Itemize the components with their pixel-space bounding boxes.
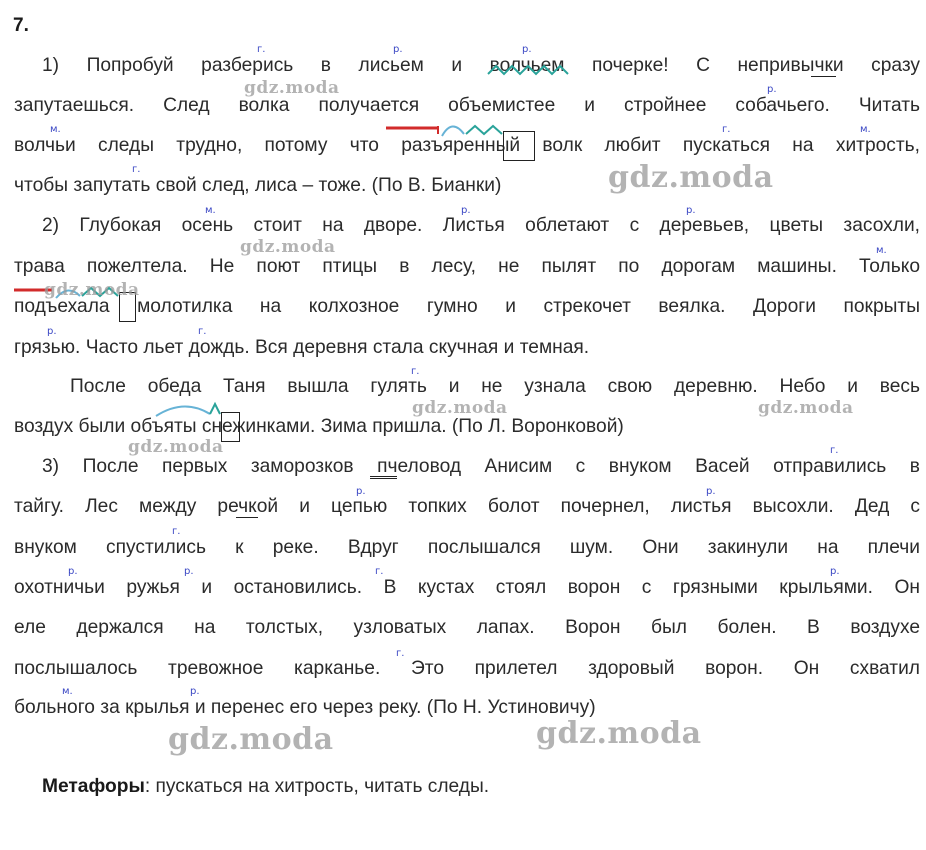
watermark: gdz.moda [536,716,702,751]
text-line-14: охотничьи ружья и остановились. В кустах стоял ворон с грязными крыльями. Он [14,577,920,598]
mark-r: р. [706,486,716,497]
exercise-number: 7. [13,15,29,36]
watermark: gdz.moda [412,398,508,418]
mark-r: р. [461,205,471,216]
text-line-6: трава пожелтела. Не поют птицы в лесу, не пылят по дорогам машины. Только [14,256,920,277]
text-line-4: чтобы запутать свой след, лиса – тоже. (По В. Бианки) [14,175,502,196]
mark-g: г. [257,44,266,55]
mark-m: м. [205,205,216,216]
mark-g: г. [198,326,207,337]
watermark: gdz.moda [44,280,140,300]
mark-g: г. [172,526,181,537]
watermark: gdz.moda [128,437,224,457]
mark-r: р. [522,44,532,55]
underline [236,517,258,518]
text-line-1: 1) Попробуй разберись в лисьем и волчьем почерке! С непривычки сразу [42,55,920,76]
text-line-15: еле держался на толстых, узловатых лапах. Ворон был болен. В воздухе [14,617,920,638]
text-line-5: 2) Глубокая осень стоит на дворе. Листья облетают с деревьев, цветы засохли, [42,215,920,236]
watermark: gdz.moda [758,398,854,418]
text-line-16: послышалось тревожное карканье. Это прилетел здоровый ворон. Он схватил [14,658,920,679]
mark-m: м. [860,124,871,135]
watermark: gdz.moda [608,160,774,195]
metaphors-label: Метафоры [42,776,145,797]
text-line-12: тайгу. Лес между речкой и цепью топких болот почернел, листья высохли. Дед с [14,496,920,517]
mark-r: р. [356,486,366,497]
mark-r: р. [184,566,194,577]
root-wave-mark [210,404,220,414]
text-line-9: После обеда Таня вышла гулять и не узнала свою деревню. Небо и весь [70,376,920,397]
mark-r: р. [686,205,696,216]
watermark: gdz.moda [240,237,336,257]
underline [811,76,836,77]
mark-r: р. [767,84,777,95]
mark-g: г. [396,648,405,659]
mark-g: г. [132,164,141,175]
root-wave-mark [466,126,502,134]
text-line-7: подъехала молотилка на колхозное гумно и стрекочет веялка. Дороги покрыты [14,296,920,317]
metaphors-text: : пускаться на хитрость, читать следы. [144,776,490,797]
text-line-11: 3) После первых заморозков пчеловод Анисим с внуком Васей отправились в [42,456,920,477]
mark-g: г. [830,445,839,456]
mark-m: м. [876,245,887,256]
double-underline [370,476,397,479]
text-line-10: воздух были объяты снежинками. Зима пришла. (По Л. Воронковой) [14,416,624,437]
text-line-13: внуком спустились к реке. Вдруг послышался шум. Они закинули на плечи [14,537,920,558]
watermark: gdz.moda [168,722,334,757]
ending-box [221,412,240,442]
ending-box [503,131,535,161]
mark-g: г. [411,366,420,377]
text-line-17: больного за крылья и перенес его через реку. (По Н. Устиновичу) [14,697,596,718]
mark-m: м. [50,124,61,135]
mark-r: р. [190,686,200,697]
watermark: gdz.moda [244,78,340,98]
mark-g: г. [375,566,384,577]
text-line-2: запутаешься. След волка получается объемистее и стройнее собачьего. Читать [14,95,920,116]
metaphors-line [42,776,489,798]
mark-r: р. [68,566,78,577]
mark-r: р. [830,566,840,577]
root-arc-mark [156,406,210,416]
mark-m: м. [62,686,73,697]
text-line-3: волчьи следы трудно, потому что разъяренный волк любит пускаться на хитрость, [14,135,920,156]
mark-g: г. [722,124,731,135]
mark-r: р. [393,44,403,55]
mark-r: р. [47,326,57,337]
text-line-8: грязью. Часто льет дождь. Вся деревня стала скучная и темная. [14,337,590,358]
